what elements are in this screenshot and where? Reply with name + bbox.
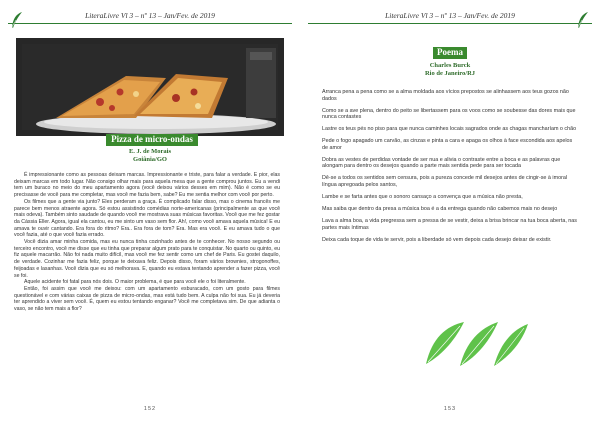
poem-stanza: Mas saiba que dentro da presa a música boa é a da entrega quando não cabemos mais no desejo [322, 206, 558, 213]
poem-stanza: Lambe e se farta antes que o sonoro cansaço a convença que a música não presta, [322, 194, 523, 201]
poem-stanza: Deixa cada toque de vida te servir, pois a liberdade só vem depois cada desejo deixar de existir. [322, 236, 552, 243]
author-location: Rio de Janeiro/RJ [424, 70, 476, 77]
poem-stanza: Pede o fogo apagado um carvão, as cinzas e pinta a cara e apaga os olhos à face escondida aos apelos de amor [322, 138, 573, 151]
header-text: LiteraLivre Vl 3 – nº 13 – Jan/Fev. de 2019 [85, 11, 215, 20]
author-location: Goiânia/GO [133, 156, 167, 163]
poem-stanza: Como se a ave plena, dentro do peito se libertassem para os voos como se soubesse das dores mais que nunca contastes [322, 107, 576, 121]
poem-stanza: Dobra as vestes de perdidas vontade de ser nua e alivia o contraste entre a boca e as palavras que alongam para dentro os desejos quando a parte mais sentida pede para ser tocada [322, 156, 561, 170]
poem-stanza: Lastre os teus pés no piso para que nunca caminhes locais sagrados onde as chagas mancharíam o chão [322, 126, 577, 133]
left-header [8, 9, 292, 24]
poem-stanza: Arranca pena a pena como se a alma moldada aos vícios prepostos se alinhassem aos teus gozos não dados [322, 89, 569, 102]
poem-body [322, 89, 578, 249]
author-name: Charles Burck [429, 62, 471, 69]
header-text: LiteraLivre Vl 3 – nº 13 – Jan/Fev. de 2019 [385, 11, 515, 20]
story-paragraph: É impressionante como as pessoas deixam marcas. Impressionante e triste, para falar a verdade. E pior, elas deixam marcas em todo lugar. Não consigo olhar mais para aquela mesa que a gente comprou juntos. Eu a vendi tem um buraco no meio do meu apartamento agora (você deixou vários desses em mim). Não é como se eu precisasse de você para me completar, mas você me fazia bem, sabe? Eu me sentia melhor com você por perto. [14, 172, 280, 199]
story-body [14, 172, 280, 313]
story-paragraph: Você dizia amar minha comida, mas eu nunca tinha cozinhado antes de te conhecer. No nosso segundo ou terceiro encontro, você me disse que eu tinha que preparar algum prato para te conquistar. No quarto ou quinto, eu fiz aquele macarrão. Não foi nada muito difícil, mas você me fez sentir como um chef de Paris. Eu gostei daquilo, de verdade. Cozinhar me fazia feliz, porque te deixava feliz. Depois disso, foram vários brownies, strogonoffes, feijoadas e lasanhas. Você dizia que eu só melhorava. E, quando eu estava tentando aprender a fazer pizza, você se foi. [14, 239, 280, 279]
right-page [300, 0, 600, 424]
right-header [308, 9, 592, 24]
story-paragraph: Então, foi assim que você me deixou: com um apartamento esburacado, com um gosto para filmes questionável e com várias caixas de pizza de micro-ondas, mas está tudo bem. A culpa não foi sua. Eu já deveria ter aprendido a viver sem você. É, quem eu estou tentando enganar? Você me completava sim. De que adianta o vaso, se não tem mais a flor? [14, 285, 280, 313]
page-number: 152 [143, 406, 157, 412]
story-paragraph: Os filmes que a gente via junto? Eles perderam a graça. É complicado falar disso, mas o cinema francês me parece bem menos atraente agora. Só estou assistindo comédias norte-americanas (principalmente as que você mais odeva). Também sinto saudade de quando você me mostrava suas músicas favoritas. Você que me fez gostar da Cássia Eller. Agora, igual ela cantou, eu me sinto um vaso sem flor. Ah!, como você amava aquela música! E eu amava te ouvir cantando. Era fora do ritmo? Era.. Era fora de tom? Era. Mas era você. E eu amava tudo o que você fazia, até o que você fazia errado. [14, 198, 280, 239]
poem-stanza: Lava a alma boa, a vida pregressa sem a pressa de se vestir, deixa a brisa brincar na tua boca aberta, nas partes mais íntimas [322, 218, 578, 231]
poem-title: Poema [433, 47, 467, 59]
feather-icon [576, 11, 590, 29]
author-name: E. J. de Morais [128, 148, 172, 155]
leaves-decoration [422, 318, 532, 368]
story-paragraph: Aquele acidente foi fatal para nós dois. O maior problema, é que para você ele o foi literalmente. [24, 279, 246, 286]
poem-stanza: Dê-se a todos os sentidos sem censura, pois a pureza concede mil desejos antes de cingir-se à imoral língua apregoada pelos santos, [322, 175, 568, 188]
page-number: 153 [443, 406, 457, 412]
story-title: Pizza de micro-ondas [106, 134, 198, 146]
microwave-pizza-photo [16, 38, 284, 136]
